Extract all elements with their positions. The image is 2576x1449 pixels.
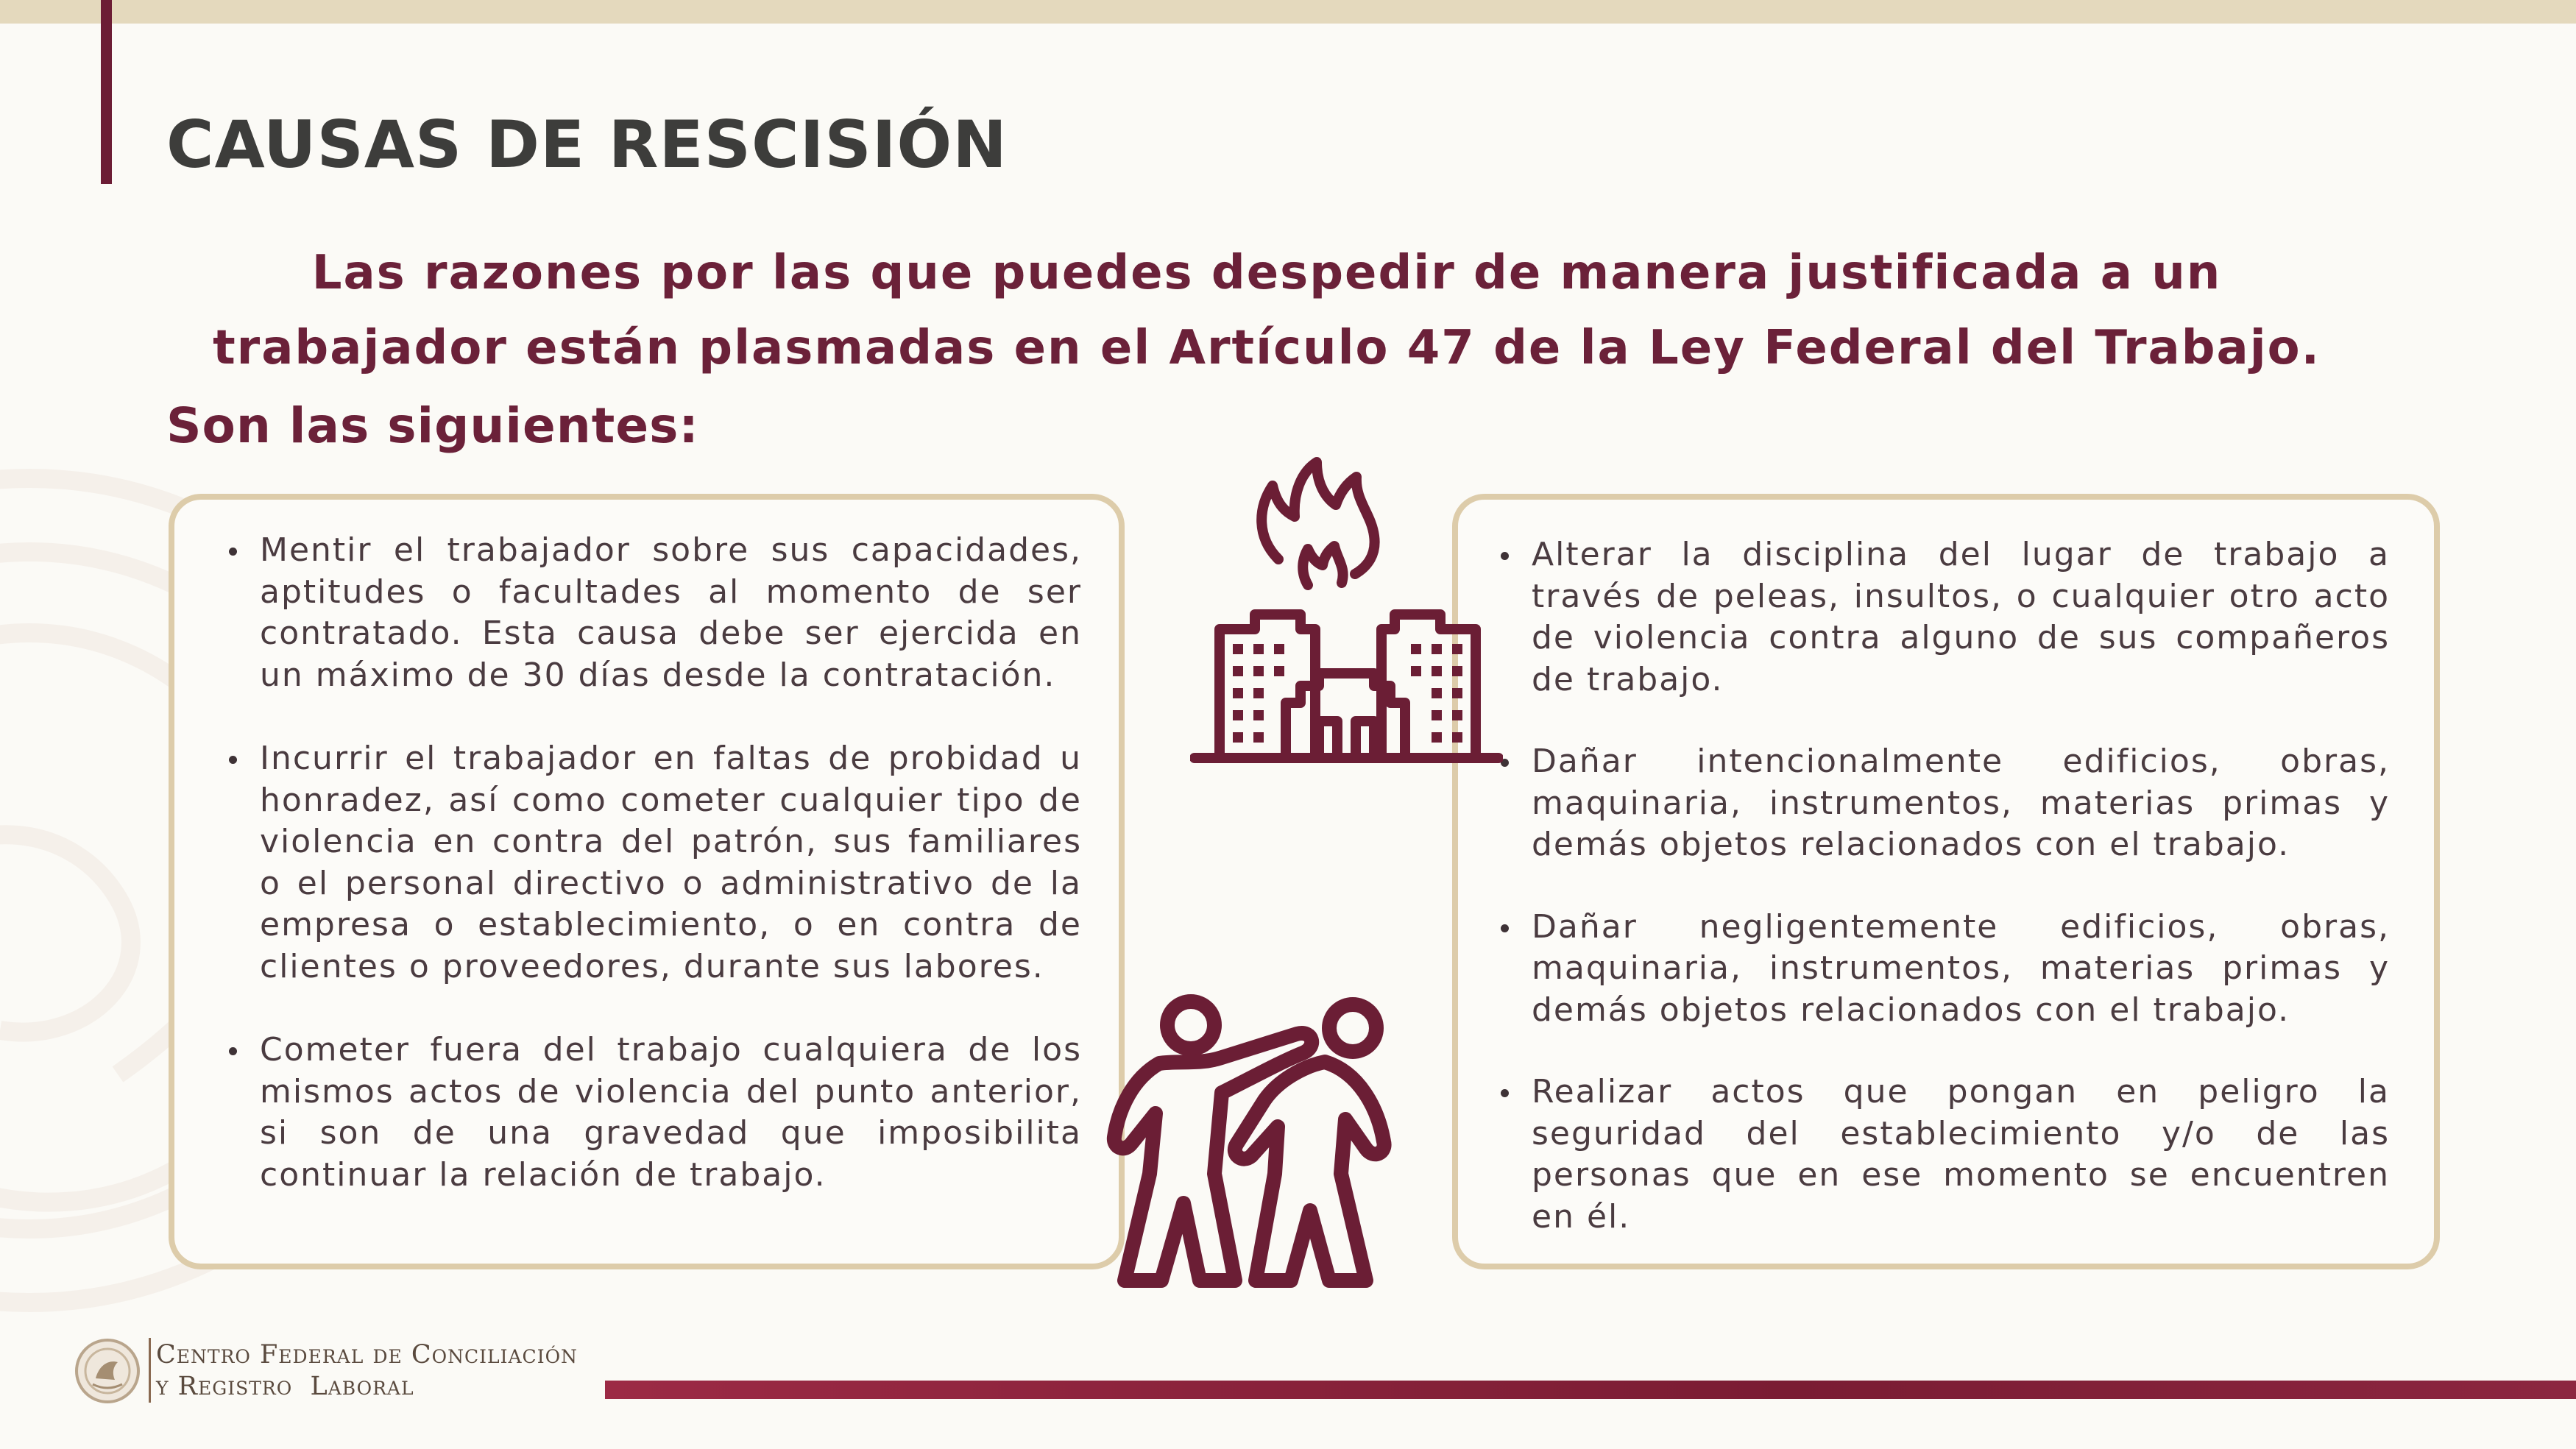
burning-building-icon <box>1190 456 1503 765</box>
list-item <box>229 1030 1082 1196</box>
cause-text: Mentir el trabajador sobre sus capacidades, aptitudes o facultades al momento de ser contratado. Esta causa debe ser ejercida en un máximo de 30 días desde la contratación. <box>260 531 1082 694</box>
list-item <box>1501 907 2390 1032</box>
org-name-line-2: y Registro Laboral <box>156 1372 414 1401</box>
causes-card-left <box>169 494 1125 1269</box>
bullet-icon <box>1501 924 1509 932</box>
cause-text: Realizar actos que pongan en peligro la seguridad del establecimiento y/o de las personas que en ese momento se encuentren en él. <box>1532 1073 2390 1236</box>
bullet-icon <box>229 756 237 764</box>
title-accent-bar <box>101 0 112 184</box>
footer-accent-bar <box>605 1381 2576 1399</box>
cause-text: Cometer fuera del trabajo cualquiera de los mismos actos de violencia del punto anterior, si son de una gravedad que imposibilita continuar la relación de trabajo. <box>260 1031 1082 1194</box>
intro-text: Las razones por las que puedes despedir de manera justificada a un trabajador están plasmadas en el Artículo 47 de la Ley Federal del Trabajo. <box>213 246 2321 375</box>
list-item <box>1501 534 2390 701</box>
list-item <box>229 738 1082 988</box>
bullet-icon <box>229 548 237 556</box>
list-heading: Son las siguientes: <box>166 397 699 454</box>
list-item <box>1501 741 2390 866</box>
coat-of-arms-seal-icon <box>74 1337 141 1405</box>
cause-text: Incurrir el trabajador en faltas de probidad u honradez, así como cometer cualquier tipo de violencia en contra del patrón, sus familiares o el personal directivo o administrativo de la empresa o establecimiento, o en contra de clientes o proveedores, durante sus labores. <box>260 740 1082 985</box>
footer-divider <box>149 1338 151 1403</box>
bullet-icon <box>229 1047 237 1055</box>
cause-text: Dañar negligentemente edificios, obras, maquinaria, instrumentos, materias primas y demás objetos relacionados con el trabajo. <box>1532 907 2390 1029</box>
cause-text: Alterar la disciplina del lugar de trabajo a través de peleas, insultos, o cualquier otro acto de violencia contra alguno de sus compañeros de trabajo. <box>1532 536 2390 698</box>
causes-list-right <box>1501 534 2390 1238</box>
list-item <box>229 530 1082 696</box>
bullet-icon <box>1501 1089 1509 1097</box>
list-item <box>1501 1071 2390 1238</box>
page-title: CAUSAS DE RESCISIÓN <box>166 107 1008 183</box>
top-band <box>0 0 2576 24</box>
org-name-line-1: Centro Federal de Conciliación <box>156 1340 578 1370</box>
causes-list-left <box>229 530 1082 1196</box>
organization-name <box>156 1339 612 1403</box>
causes-card-right <box>1452 494 2440 1269</box>
fighting-people-icon <box>1104 990 1402 1295</box>
cause-text: Dañar intencionalmente edificios, obras, maquinaria, instrumentos, materias primas y demás objetos relacionados con el trabajo. <box>1532 743 2390 863</box>
